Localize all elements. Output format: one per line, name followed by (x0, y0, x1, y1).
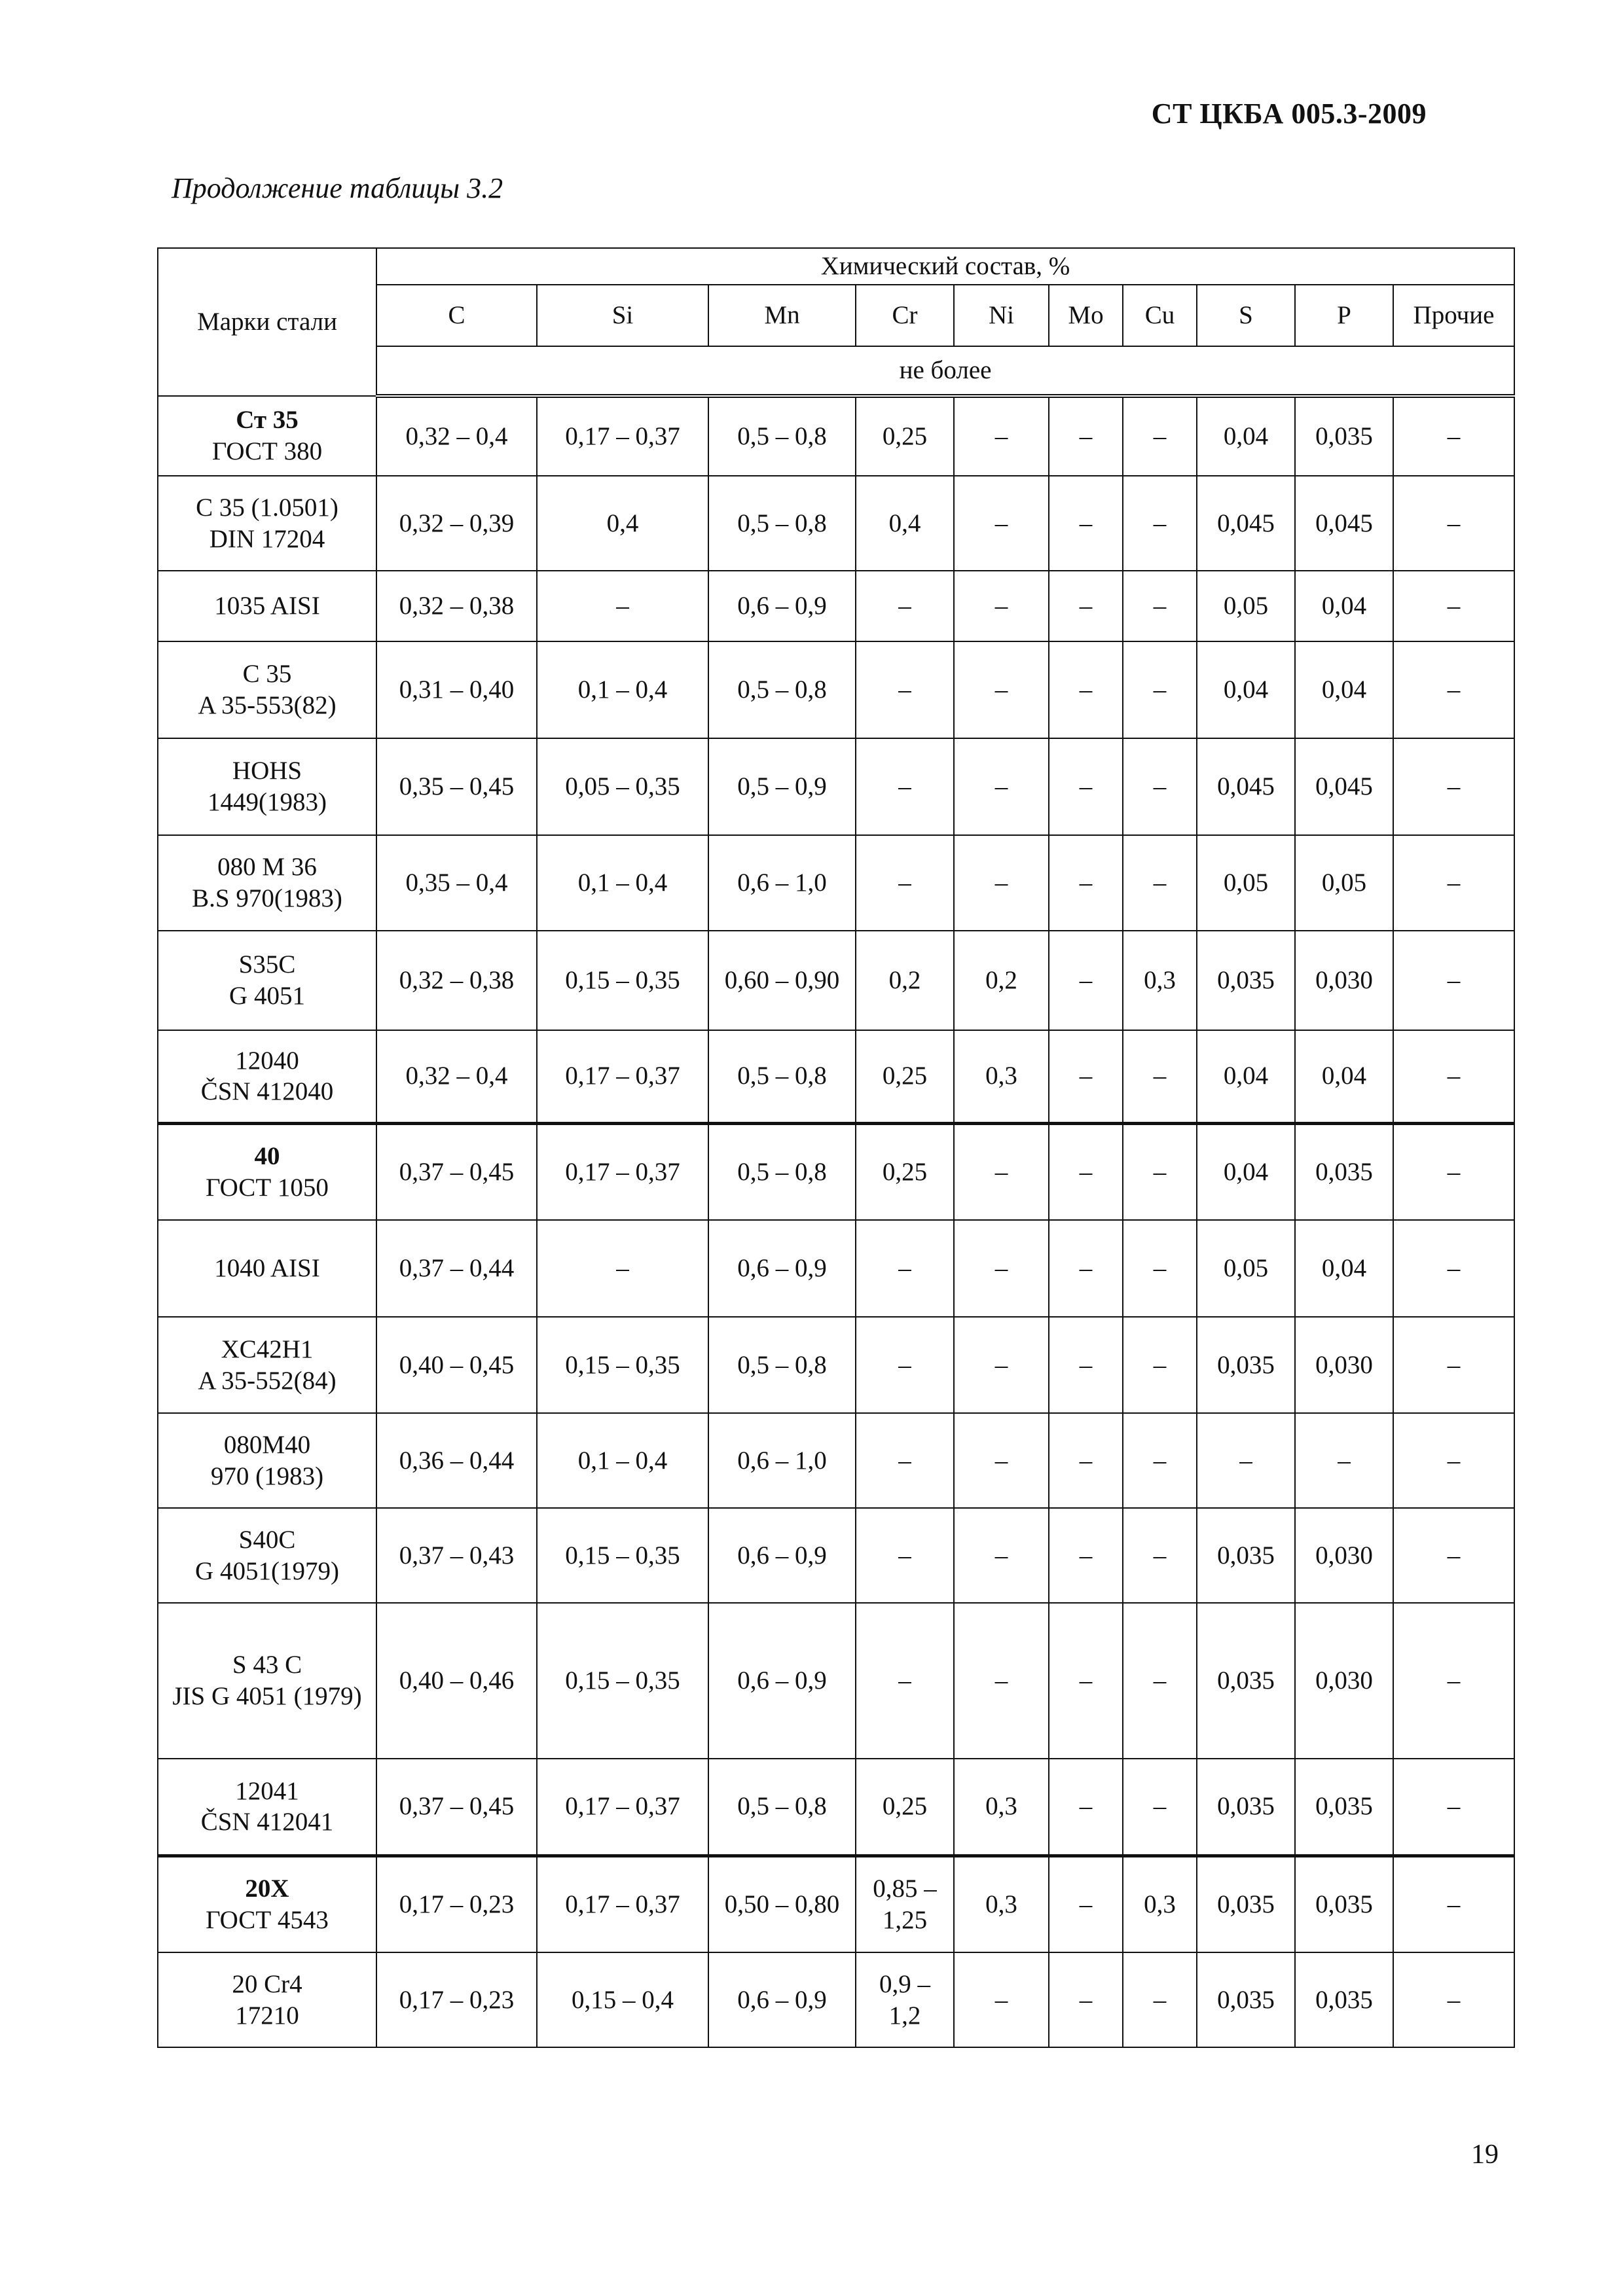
composition-value: 0,25 (856, 1123, 954, 1220)
steel-grade-name: C 35 (1.0501) (196, 493, 338, 522)
composition-value: 0,04 (1197, 641, 1295, 738)
table-row (158, 1759, 1514, 1856)
composition-value: – (954, 1123, 1049, 1220)
composition-value: 0,04 (1197, 1030, 1295, 1123)
composition-value: 0,17 – 0,37 (537, 1759, 708, 1856)
steel-grade-cell (158, 1413, 376, 1508)
composition-value: 0,37 – 0,44 (376, 1220, 537, 1317)
element-header: Прочие (1393, 285, 1514, 346)
composition-value: 0,035 (1197, 1317, 1295, 1413)
composition-value: 0,035 (1197, 1759, 1295, 1856)
composition-value: 0,15 – 0,35 (537, 1317, 708, 1413)
composition-value: 0,3 (954, 1856, 1049, 1952)
composition-value: 0,6 – 0,9 (708, 1508, 856, 1603)
composition-value: 0,3 (1123, 1856, 1197, 1952)
steel-grade-cell (158, 931, 376, 1030)
steel-grade-standard: JIS G 4051 (1979) (172, 1682, 362, 1710)
steel-grade-name: 1040 AISI (214, 1254, 320, 1283)
composition-value: – (1393, 396, 1514, 476)
composition-value: – (1393, 641, 1514, 738)
steel-grade-cell (158, 571, 376, 641)
element-header: Ni (954, 285, 1049, 346)
steel-grade-name: 12040 (235, 1046, 299, 1075)
composition-value: 0,5 – 0,8 (708, 1317, 856, 1413)
composition-value: 0,85 – 1,25 (856, 1856, 954, 1952)
steel-grade-cell (158, 1220, 376, 1317)
element-header: Mo (1049, 285, 1123, 346)
document-code: СТ ЦКБА 005.3-2009 (1151, 98, 1427, 130)
composition-value: 0,32 – 0,39 (376, 476, 537, 571)
composition-value: 0,32 – 0,4 (376, 396, 537, 476)
steel-grade-cell (158, 738, 376, 835)
composition-value: – (1123, 641, 1197, 738)
composition-value: 0,60 – 0,90 (708, 931, 856, 1030)
composition-value: – (1049, 738, 1123, 835)
composition-value: 0,6 – 1,0 (708, 835, 856, 931)
composition-value: 0,25 (856, 396, 954, 476)
composition-value: – (954, 571, 1049, 641)
composition-value: 0,40 – 0,45 (376, 1317, 537, 1413)
composition-value: – (954, 1220, 1049, 1317)
composition-value: – (1049, 1317, 1123, 1413)
composition-value: – (1123, 1030, 1197, 1123)
composition-value: – (1123, 1123, 1197, 1220)
steel-grade-name: S 43 C (232, 1651, 302, 1679)
composition-value: 0,2 (856, 931, 954, 1030)
steel-grade-cell (158, 1952, 376, 2047)
composition-value: 0,25 (856, 1030, 954, 1123)
composition-value: 0,035 (1197, 931, 1295, 1030)
composition-value: – (1049, 571, 1123, 641)
composition-value: – (1049, 476, 1123, 571)
composition-value: – (1049, 1603, 1123, 1759)
composition-value: 0,25 (856, 1759, 954, 1856)
steel-grade-name: 40 (254, 1142, 280, 1171)
composition-value: 0,05 (1197, 571, 1295, 641)
composition-value: 0,035 (1295, 396, 1393, 476)
steel-grade-name: XC42H1 (221, 1335, 314, 1363)
table-row (158, 1317, 1514, 1413)
composition-value: 0,32 – 0,38 (376, 931, 537, 1030)
composition-value: 0,045 (1295, 738, 1393, 835)
steel-grade-name: 080 M 36 (217, 853, 317, 882)
element-header: Cr (856, 285, 954, 346)
steel-grade-cell (158, 1123, 376, 1220)
element-header: Si (537, 285, 708, 346)
composition-value: – (1393, 1759, 1514, 1856)
composition-value: – (1393, 1508, 1514, 1603)
composition-value: – (1123, 1759, 1197, 1856)
composition-value: 0,5 – 0,8 (708, 476, 856, 571)
composition-value: – (954, 476, 1049, 571)
composition-value: – (1049, 1220, 1123, 1317)
composition-value: – (954, 1952, 1049, 2047)
composition-value: – (856, 738, 954, 835)
composition-value: – (856, 1317, 954, 1413)
steel-grade-name: S35C (238, 950, 296, 979)
composition-value: – (954, 1413, 1049, 1508)
composition-value: – (1393, 1856, 1514, 1952)
table-row (158, 738, 1514, 835)
steel-grade-standard: 1449(1983) (208, 788, 327, 816)
steel-grade-name: 12041 (235, 1776, 299, 1805)
steel-grade-standard: A 35-553(82) (198, 691, 337, 719)
composition-value: 0,04 (1197, 1123, 1295, 1220)
composition-value: – (1049, 1952, 1123, 2047)
composition-header: Химический состав, % (376, 248, 1514, 285)
composition-value: 0,6 – 0,9 (708, 1603, 856, 1759)
composition-value: 0,1 – 0,4 (537, 641, 708, 738)
composition-value: 0,035 (1197, 1856, 1295, 1952)
composition-value: 0,05 (1295, 835, 1393, 931)
table-row (158, 1508, 1514, 1603)
composition-value: 0,04 (1197, 396, 1295, 476)
composition-value: 0,15 – 0,35 (537, 1603, 708, 1759)
composition-value: 0,035 (1197, 1508, 1295, 1603)
composition-value: – (954, 1603, 1049, 1759)
composition-value: – (1123, 571, 1197, 641)
composition-value: 0,15 – 0,35 (537, 931, 708, 1030)
composition-value: 0,1 – 0,4 (537, 835, 708, 931)
steel-grade-cell (158, 1030, 376, 1123)
composition-value: – (1393, 476, 1514, 571)
composition-value: 0,17 – 0,37 (537, 1030, 708, 1123)
composition-value: 0,035 (1295, 1952, 1393, 2047)
composition-value: – (954, 396, 1049, 476)
composition-value: 0,1 – 0,4 (537, 1413, 708, 1508)
table-row (158, 931, 1514, 1030)
steel-grade-standard: B.S 970(1983) (192, 884, 342, 912)
composition-value: 0,04 (1295, 641, 1393, 738)
limit-note: не более (376, 346, 1514, 396)
composition-value: 0,030 (1295, 1508, 1393, 1603)
composition-value: 0,4 (856, 476, 954, 571)
element-header: Mn (708, 285, 856, 346)
composition-value: – (1393, 1952, 1514, 2047)
table-row (158, 1413, 1514, 1508)
composition-value: – (856, 1413, 954, 1508)
composition-value: – (1393, 738, 1514, 835)
composition-value: – (1393, 1603, 1514, 1759)
composition-value: 0,3 (954, 1030, 1049, 1123)
composition-value: 0,17 – 0,23 (376, 1952, 537, 2047)
grade-header: Марки стали (158, 248, 376, 396)
composition-value: 0,50 – 0,80 (708, 1856, 856, 1952)
composition-value: 0,17 – 0,23 (376, 1856, 537, 1952)
composition-value: 0,32 – 0,38 (376, 571, 537, 641)
steel-grade-standard: ČSN 412040 (200, 1077, 334, 1106)
steel-grade-name: 1035 AISI (214, 592, 320, 620)
composition-value: – (856, 641, 954, 738)
composition-value: – (954, 1317, 1049, 1413)
steel-grade-standard: G 4051 (229, 982, 305, 1010)
composition-value: 0,5 – 0,9 (708, 738, 856, 835)
composition-value: – (1393, 1220, 1514, 1317)
composition-value: – (856, 1220, 954, 1317)
composition-value: 0,6 – 0,9 (708, 1220, 856, 1317)
table-row (158, 571, 1514, 641)
element-header: S (1197, 285, 1295, 346)
composition-value: – (954, 835, 1049, 931)
composition-value: 0,35 – 0,45 (376, 738, 537, 835)
steel-grade-standard: ČSN 412041 (200, 1808, 334, 1837)
composition-value: – (856, 1508, 954, 1603)
table-row (158, 1030, 1514, 1123)
composition-value: 0,035 (1295, 1856, 1393, 1952)
composition-value: 0,030 (1295, 931, 1393, 1030)
composition-value: 0,04 (1295, 571, 1393, 641)
composition-value: 0,36 – 0,44 (376, 1413, 537, 1508)
composition-value: – (1123, 1220, 1197, 1317)
composition-value: 0,035 (1197, 1952, 1295, 2047)
composition-value: – (1123, 738, 1197, 835)
composition-value: 0,4 (537, 476, 708, 571)
composition-value: – (1123, 1603, 1197, 1759)
steel-grade-name: 20 Cr4 (232, 1969, 302, 1998)
composition-value: 0,030 (1295, 1317, 1393, 1413)
composition-value: – (1393, 1413, 1514, 1508)
table-row (158, 1856, 1514, 1952)
steel-grade-name: Ст 35 (236, 406, 299, 435)
table-row (158, 1952, 1514, 2047)
steel-grade-cell (158, 1317, 376, 1413)
steel-grade-cell (158, 476, 376, 571)
table-row (158, 396, 1514, 476)
composition-value: – (1049, 931, 1123, 1030)
composition-value: – (954, 1508, 1049, 1603)
steel-grade-cell (158, 1856, 376, 1952)
composition-value: – (1123, 1413, 1197, 1508)
composition-value: – (954, 641, 1049, 738)
composition-value: 0,3 (954, 1759, 1049, 1856)
composition-value: 0,045 (1197, 738, 1295, 835)
steel-grade-cell (158, 1759, 376, 1856)
steel-grade-standard: ГОСТ 380 (211, 437, 323, 465)
composition-value: 0,045 (1197, 476, 1295, 571)
composition-value: 0,40 – 0,46 (376, 1603, 537, 1759)
table-row (158, 1123, 1514, 1220)
table-row (158, 1603, 1514, 1759)
composition-value: 0,9 – 1,2 (856, 1952, 954, 2047)
steel-grade-cell (158, 835, 376, 931)
composition-value: – (1049, 1030, 1123, 1123)
composition-value: 0,035 (1295, 1759, 1393, 1856)
composition-value: 0,6 – 1,0 (708, 1413, 856, 1508)
steel-grade-standard: 970 (1983) (210, 1462, 324, 1490)
table-row (158, 835, 1514, 931)
chemical-composition-table (157, 247, 1515, 2048)
composition-value: – (1123, 835, 1197, 931)
composition-value: – (537, 1220, 708, 1317)
steel-grade-cell (158, 1508, 376, 1603)
composition-value: 0,5 – 0,8 (708, 1123, 856, 1220)
composition-value: – (1049, 1856, 1123, 1952)
composition-value: – (1123, 396, 1197, 476)
steel-grade-standard: DIN 17204 (209, 524, 325, 553)
composition-value: 0,6 – 0,9 (708, 1952, 856, 2047)
composition-value: – (1123, 1317, 1197, 1413)
composition-value: – (1049, 641, 1123, 738)
composition-value: 0,035 (1197, 1603, 1295, 1759)
composition-value: 0,030 (1295, 1603, 1393, 1759)
composition-value: – (1049, 1759, 1123, 1856)
composition-value: 0,37 – 0,45 (376, 1759, 537, 1856)
composition-value: – (1393, 1123, 1514, 1220)
steel-grade-standard: A 35-552(84) (198, 1366, 337, 1395)
steel-grade-cell (158, 641, 376, 738)
composition-value: 0,15 – 0,4 (537, 1952, 708, 2047)
composition-value: 0,05 (1197, 1220, 1295, 1317)
composition-value: – (1295, 1413, 1393, 1508)
steel-grade-name: S40C (238, 1525, 296, 1554)
composition-value: 0,04 (1295, 1220, 1393, 1317)
element-header: Cu (1123, 285, 1197, 346)
composition-value: – (1049, 1413, 1123, 1508)
composition-value: 0,37 – 0,43 (376, 1508, 537, 1603)
composition-value: – (1393, 931, 1514, 1030)
composition-value: – (1393, 835, 1514, 931)
composition-value: 0,05 – 0,35 (537, 738, 708, 835)
composition-value: – (1393, 571, 1514, 641)
composition-value: – (1393, 1030, 1514, 1123)
composition-value: – (1123, 1952, 1197, 2047)
composition-value: 0,17 – 0,37 (537, 1123, 708, 1220)
composition-value: 0,2 (954, 931, 1049, 1030)
composition-value: – (856, 835, 954, 931)
composition-value: – (537, 571, 708, 641)
composition-value: 0,6 – 0,9 (708, 571, 856, 641)
composition-value: 0,5 – 0,8 (708, 1030, 856, 1123)
composition-value: – (856, 571, 954, 641)
steel-grade-name: HOHS (232, 757, 302, 785)
composition-value: 0,3 (1123, 931, 1197, 1030)
steel-grade-standard: G 4051(1979) (195, 1556, 339, 1585)
steel-grade-cell (158, 1603, 376, 1759)
composition-value: – (1197, 1413, 1295, 1508)
steel-grade-standard: ГОСТ 4543 (206, 1905, 329, 1934)
composition-value: – (1393, 1317, 1514, 1413)
composition-value: – (954, 738, 1049, 835)
table-row (158, 641, 1514, 738)
composition-value: 0,5 – 0,8 (708, 1759, 856, 1856)
table-row (158, 476, 1514, 571)
composition-value: 0,31 – 0,40 (376, 641, 537, 738)
composition-value: 0,32 – 0,4 (376, 1030, 537, 1123)
composition-value: – (1049, 835, 1123, 931)
element-header: P (1295, 285, 1393, 346)
steel-grade-name: 20X (245, 1874, 289, 1903)
composition-value: 0,5 – 0,8 (708, 641, 856, 738)
composition-value: – (1049, 396, 1123, 476)
composition-value: – (1123, 476, 1197, 571)
composition-value: 0,17 – 0,37 (537, 396, 708, 476)
composition-value: 0,15 – 0,35 (537, 1508, 708, 1603)
composition-value: 0,035 (1295, 1123, 1393, 1220)
composition-value: 0,05 (1197, 835, 1295, 931)
composition-value: 0,37 – 0,45 (376, 1123, 537, 1220)
composition-value: 0,04 (1295, 1030, 1393, 1123)
table-caption: Продолжение таблицы 3.2 (172, 172, 503, 204)
steel-grade-standard: ГОСТ 1050 (206, 1173, 329, 1202)
composition-value: 0,35 – 0,4 (376, 835, 537, 931)
element-header: C (376, 285, 537, 346)
steel-grade-cell (158, 396, 376, 476)
table-row (158, 1220, 1514, 1317)
composition-value: 0,5 – 0,8 (708, 396, 856, 476)
composition-value: – (1123, 1508, 1197, 1603)
steel-grade-name: C 35 (242, 660, 292, 689)
composition-value: 0,045 (1295, 476, 1393, 571)
composition-value: 0,17 – 0,37 (537, 1856, 708, 1952)
steel-grade-name: 080M40 (223, 1430, 311, 1459)
steel-grade-standard: 17210 (235, 2001, 299, 2030)
composition-value: – (1049, 1508, 1123, 1603)
composition-value: – (1049, 1123, 1123, 1220)
composition-value: – (856, 1603, 954, 1759)
page-number: 19 (1471, 2140, 1499, 2170)
